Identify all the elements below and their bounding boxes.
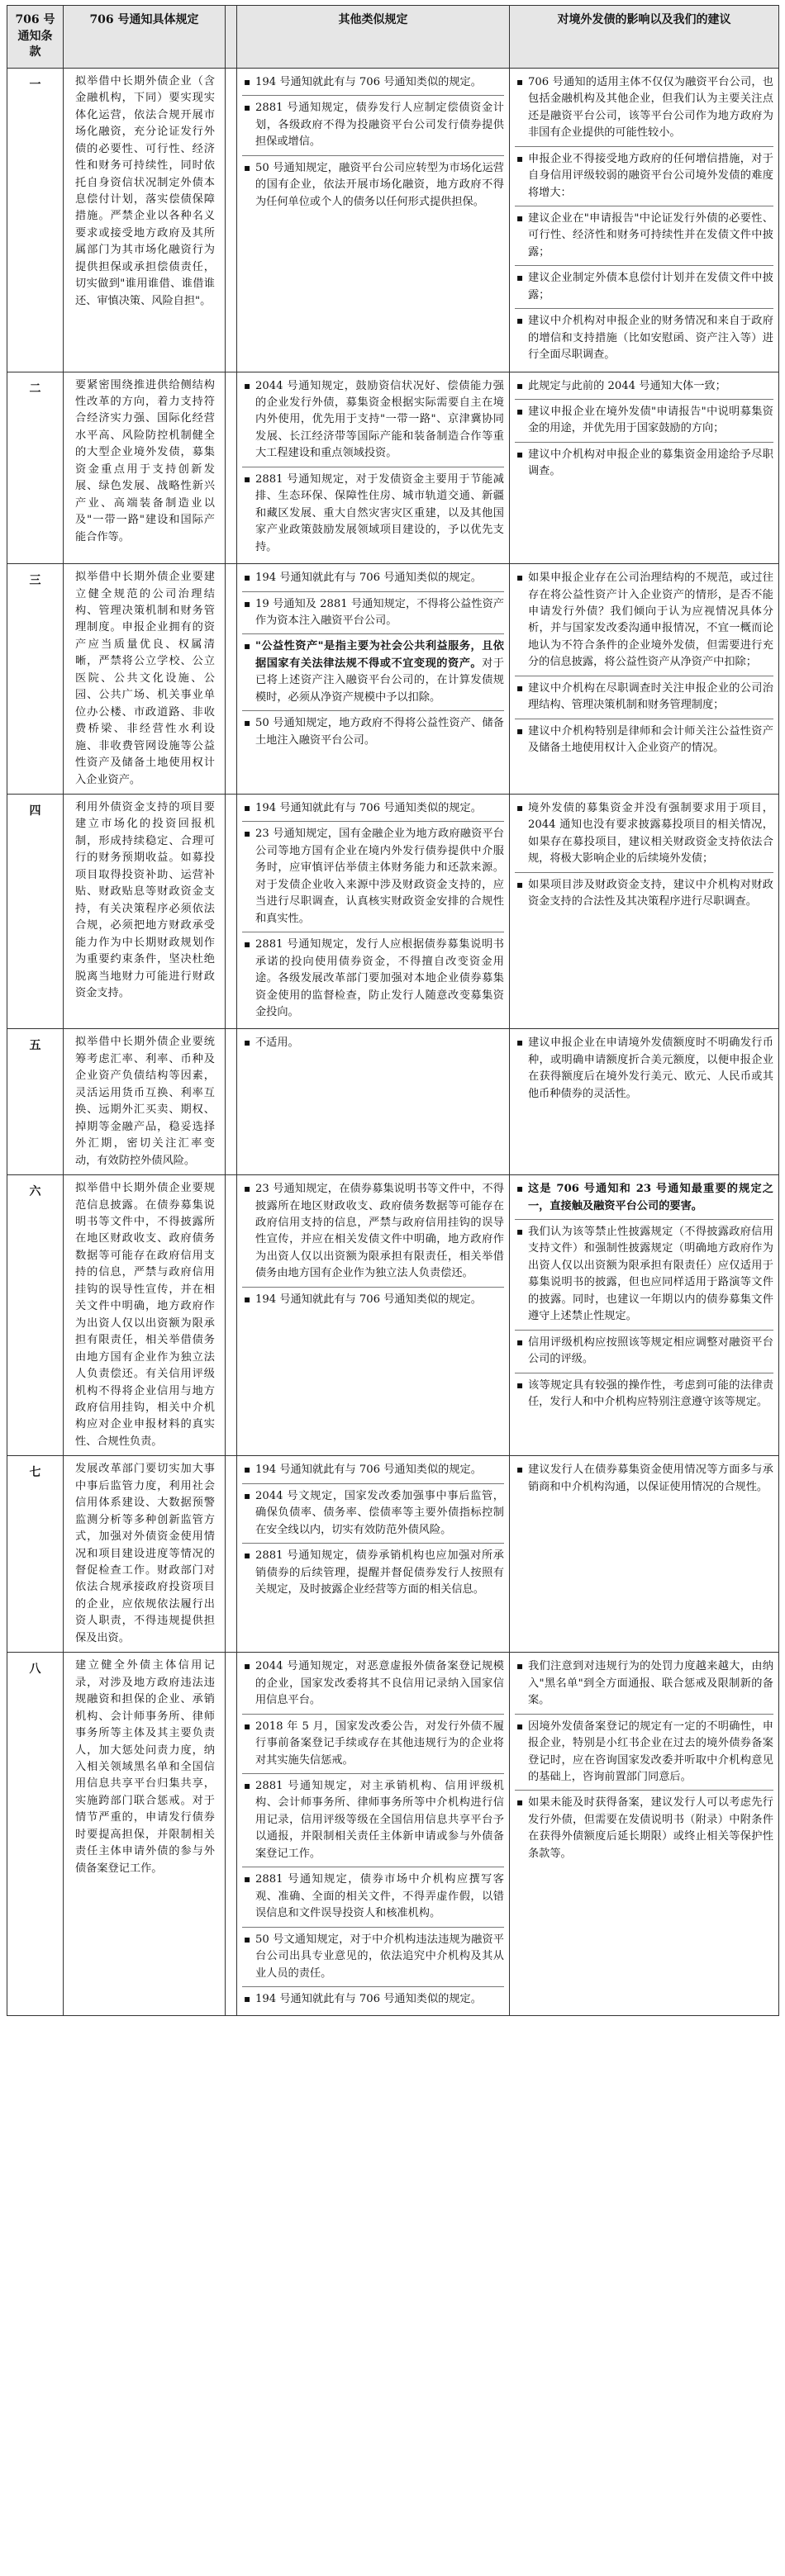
clause-number: 二: [7, 372, 64, 564]
list-item: [515, 266, 773, 309]
column-gap: [226, 1653, 237, 2016]
advice-cell: [510, 1029, 779, 1175]
column-gap: [226, 68, 237, 372]
bullet-icon: ▪: [244, 379, 251, 391]
list-item-text: 境外发债的募集资金并没有强制要求用于项目，2044 通知也没有要求披露募投项目的相关情况，如果存在募投项目，建议相关财政资金支持依法合规，将极大影响企业的后续境外发债；: [528, 802, 773, 866]
bullet-icon: ▪: [244, 102, 251, 114]
list-item-text: 50 号通知规定，融资平台公司应转型为市场化运营的国有企业，依法开展市场化融资，地方政府不得为任何单位或个人的债务以任何形式提供担保。: [255, 161, 504, 208]
bullet-icon: ▪: [516, 681, 524, 694]
advice-list: [515, 566, 773, 761]
bullet-icon: ▪: [244, 938, 251, 951]
list-item: [242, 796, 504, 822]
other-rules-cell: [237, 372, 510, 564]
list-item-text: 194 号通知就此有与 706 号通知类似的规定。: [255, 572, 482, 585]
other-rules-cell: [237, 68, 510, 372]
list-item: [515, 1331, 773, 1373]
list-item-text: 建议中介机构在尽职调查时关注申报企业的公司治理结构、管理决策机制和财务管理制度；: [528, 681, 773, 712]
list-item-text: 申报企业不得接受地方政府的任何增信措施，对于自身信用评级较弱的融资平台公司境外发债的难度将增大：: [528, 152, 773, 199]
list-item: [515, 1458, 773, 1500]
bullet-icon: ▪: [244, 1489, 251, 1501]
bullet-icon: ▪: [244, 828, 251, 840]
list-item: [515, 1177, 773, 1220]
header-other-rules: 其他类似规定: [237, 6, 510, 69]
bullet-icon: ▪: [244, 717, 251, 729]
bullet-icon: ▪: [516, 152, 524, 164]
bullet-icon: ▪: [244, 640, 251, 652]
table-row: [7, 68, 779, 372]
bullet-icon: ▪: [516, 379, 524, 391]
bullet-icon: ▪: [244, 1464, 251, 1476]
list-item-text: 建议中介机构对申报企业的财务情况和来自于政府的增信和支持措施（比如安慰函、资产注入等）进行全面尽职调查。: [528, 315, 773, 362]
clause-number: 八: [7, 1653, 64, 2016]
list-item-text: 194 号通知就此有与 706 号通知类似的规定。: [255, 75, 482, 88]
column-gap: [226, 1029, 237, 1175]
list-item-text: 194 号通知就此有与 706 号通知类似的规定。: [255, 1293, 482, 1306]
list-item: [515, 566, 773, 676]
list-item: [515, 1715, 773, 1791]
list-item-text: 2881 号通知规定，债券市场中介机构应撰写客观、准确、全面的相关文件，不得弄虚作假，以错误信息和文件误导投资人和核准机构。: [255, 1873, 504, 1920]
list-item-text: 194 号通知就此有与 706 号通知类似的规定。: [255, 1993, 482, 2005]
table-header-row: [7, 6, 779, 69]
list-item: [242, 374, 504, 467]
bullet-icon: ▪: [244, 1933, 251, 1945]
other-rules-cell: [237, 1175, 510, 1456]
list-item-text: 2044 号通知规定，鼓励资信状况好、偿债能力强的企业发行外债，募集资金根据实际需要自主在境内外使用，优先用于支持"一带一路"、京津冀协同发展、长江经济带等国际产能和装备制造合作等重大工程建设和重点领域投资。: [255, 379, 504, 460]
bullet-icon: ▪: [244, 1993, 251, 2004]
column-gap: [226, 564, 237, 795]
list-item: [242, 1867, 504, 1927]
rule-text: 建立健全外债主体信用记录，对涉及地方政府违法违规融资和担保的企业、承销机构、会计师事务所、律师事务所等主体及其主要负责人，加大惩处问责力度，纳入相关领域黑名单和全国信用信息共享平台归集共享，实施跨部门联合惩戒。对于情节严重的，申请发行债券时要提高担保，并限制相关责任主体申请外债的参与外债备案登记工作。: [64, 1653, 226, 2016]
other-rules-list: [242, 1654, 504, 2012]
list-item: [515, 1220, 773, 1331]
list-item: [515, 400, 773, 443]
list-item: [242, 156, 504, 215]
list-item-text: 我们注意到对违规行为的处罚力度越来越大，由纳入"黑名单"到全方面通报、联合惩戒及限制新的备案。: [528, 1660, 773, 1707]
bullet-icon: ▪: [244, 1660, 251, 1672]
clause-number: 一: [7, 68, 64, 372]
list-item: [242, 1928, 504, 1987]
rule-text: 拟举借中长期外债企业要建立健全规范的公司治理结构、管理决策机制和财务管理制度。申报企业拥有的资产应当质量优良、权属清晰，严禁将公立学校、公立医院、公共文化设施、公园、公共广场、机关事业单位办公楼、市政道路、非收费桥梁、非经营性水利设施、非收费管网设施等公益性资产及储备土地使用权计入企业资产。: [64, 564, 226, 795]
other-rules-cell: [237, 795, 510, 1029]
list-item-text: 2044 号文规定，国家发改委加强事中事后监管，确保负债率、债务率、偿债率等主要外债指标控制在安全线以内，切实有效防范外债风险。: [255, 1489, 504, 1536]
advice-list: [515, 1177, 773, 1415]
list-item: [242, 1774, 504, 1867]
list-item-text: 信用评级机构应按照该等规定相应调整对融资平台公司的评级。: [528, 1335, 773, 1366]
list-item: [515, 70, 773, 147]
other-rules-list: [242, 374, 504, 561]
list-item: [515, 1031, 773, 1107]
list-item: [242, 592, 504, 635]
list-item-text: 我们认为该等禁止性披露规定（不得披露政府信用支持文件）和强制性披露规定（明确地方政府作为出资人仅以出资额为限承担有限责任）应仅适用于募集说明书的披露，但也应同样适用于路演等文件的披露。同时，也建议一年期以内的债券募集文件遵守上述禁止性规定。: [528, 1225, 773, 1323]
list-item: [242, 1177, 504, 1288]
list-item: [242, 1715, 504, 1774]
list-item: [515, 1373, 773, 1416]
other-rules-list: [242, 70, 504, 215]
list-item: [242, 566, 504, 591]
list-item: [515, 873, 773, 915]
bullet-icon: ▪: [244, 1183, 251, 1195]
bullet-icon: ▪: [516, 1183, 524, 1195]
rule-text: 发展改革部门要切实加大事中事后监管力度，利用社会信用体系建设、大数据预警监测分析等多种创新监管方式，加强对外债资金使用情况和项目建设进度等情况的督促检查工作。财政部门对依法合规承接政府投资项目的企业，应依规依法履行出资人职责，不得违规提供担保及出资。: [64, 1456, 226, 1653]
list-item: [515, 719, 773, 761]
header-advice: 对境外发债的影响以及我们的建议: [510, 6, 779, 69]
list-item: [242, 467, 504, 560]
bullet-icon: ▪: [244, 1780, 251, 1792]
other-rules-list: [242, 566, 504, 753]
list-item: [515, 374, 773, 400]
other-rules-list: [242, 1177, 504, 1312]
list-item-text: 23 号通知规定，在债券募集说明书等文件中，不得披露所在地区财政收支、政府债务数据等可能存在政府信用支持的信息，严禁与政府信用挂钩的误导性宣传，并应在相关发债文件中明确，地方政府作为出资人仅以出资额为限承担有限责任，相关举借债务由地方国有企业作为独立法人负责偿还。: [255, 1183, 504, 1280]
list-item-text: 706 号通知的适用主体不仅仅为融资平台公司，也包括金融机构及其他企业，但我们认为主要关注点还是融资平台公司，该等平台公司作为地方政府为非国有企业提供的可能性较小。: [528, 75, 773, 140]
bullet-icon: ▪: [516, 272, 524, 284]
list-item: [242, 1288, 504, 1312]
list-item-text: 如果申报企业存在公司治理结构的不规范，或过往存在将公益性资产计入企业资产的情形，是否不能申请发行外债？我们倾向于认为应视情况具体分析，并与国家发改委沟通申报情况，不宜一概而论地认为不符合条件的企业境外发债，但需要进行充分的信息披露，将公益性资产从净资产中扣除；: [528, 572, 773, 669]
bullet-icon: ▪: [516, 802, 524, 814]
list-item-text: 建议中介机构特别是律师和会计师关注公益性资产及储备土地使用权计入企业资产的情况。: [528, 724, 773, 755]
list-item-text: 因境外发债备案登记的规定有一定的不明确性，申报企业，特别是小红书企业在过去的境外债券备案登记时，应在咨询国家发改委并听取中介机构意见的基础上，咨询前置部门同意后。: [528, 1720, 773, 1784]
bullet-icon: ▪: [244, 161, 251, 173]
header-clause-no: 706 号通知条款: [7, 6, 64, 69]
advice-cell: [510, 795, 779, 1029]
list-item-text: "公益性资产"是指主要为社会公共利益服务，且依据国家有关法律法规不得或不宜变现的资产。: [255, 640, 504, 670]
list-item: [242, 634, 504, 711]
advice-cell: [510, 1175, 779, 1456]
column-gap: [226, 1456, 237, 1653]
list-item-text: 2018 年 5 月，国家发改委公告，对发行外债不履行事前备案登记手续或存在其他违规行为的企业将对其实施失信惩戒。: [255, 1720, 504, 1767]
list-item-text: 不适用。: [255, 1037, 299, 1050]
list-item-text: 该等规定具有较强的操作性，考虑到可能的法律责任，发行人和中介机构应特别注意遵守该等规定。: [528, 1378, 773, 1409]
table-body: [7, 68, 779, 2016]
advice-cell: [510, 1456, 779, 1653]
clause-number: 三: [7, 564, 64, 795]
table-row: [7, 1456, 779, 1653]
list-item: [242, 1031, 504, 1056]
list-item-text: 建议发行人在债券募集资金使用情况等方面多与承销商和中介机构沟通，以保证使用情况的合规性。: [528, 1464, 773, 1493]
bullet-icon: ▪: [516, 572, 524, 584]
comparison-table: [7, 5, 779, 2016]
list-item-text: 194 号通知就此有与 706 号通知类似的规定。: [255, 802, 482, 814]
clause-number: 五: [7, 1029, 64, 1175]
bullet-icon: ▪: [244, 472, 251, 485]
advice-list: [515, 1031, 773, 1107]
advice-cell: [510, 1653, 779, 2016]
rule-text: 利用外债资金支持的项目要建立市场化的投资回报机制，形成持续稳定、合理可行的财务预期收益。如募投项目取得投资补助、运营补贴、财政贴息等财政资金支持，有关决策程序必须依法合规，必须把地方财政承受能力作为中长期财政规划作为重要约束条件，坚决杜绝脱离当地财力可能进行财政资金支持。: [64, 795, 226, 1029]
table-row: [7, 564, 779, 795]
list-item-text: 50 号文通知规定，对于中介机构违法违规为融资平台公司出具专业意见的，依法追究中介机构及其从业人员的责任。: [255, 1933, 504, 1980]
bullet-icon: ▪: [516, 315, 524, 327]
advice-list: [515, 374, 773, 485]
advice-list: [515, 70, 773, 368]
bullet-icon: ▪: [516, 75, 524, 88]
other-rules-cell: [237, 1029, 510, 1175]
column-gap: [226, 1175, 237, 1456]
list-item-text: 建议企业制定外债本息偿付计划并在发债文件中披露；: [528, 272, 773, 301]
bullet-icon: ▪: [244, 1293, 251, 1305]
list-item-text: 这是 706 号通知和 23 号通知最重要的规定之一，直接触及融资平台公司的要害。: [528, 1183, 773, 1212]
bullet-icon: ▪: [244, 597, 251, 610]
list-item-text: 建议申报企业在境外发债"申请报告"中说明募集资金的用途，并优先用于国家鼓励的方向；: [528, 406, 773, 435]
bullet-icon: ▪: [516, 1660, 524, 1672]
list-item-text: 2881 号通知规定，债券发行人应制定偿债资金计划，各级政府不得为投融资平台公司发行债券提供担保或增信。: [255, 102, 504, 149]
list-item: [242, 96, 504, 155]
bullet-icon: ▪: [244, 572, 251, 584]
other-rules-list: [242, 1031, 504, 1056]
clause-number: 四: [7, 795, 64, 1029]
column-gap: [226, 795, 237, 1029]
table-row: [7, 1029, 779, 1175]
advice-list: [515, 1654, 773, 1867]
bullet-icon: ▪: [244, 1720, 251, 1732]
list-item: [515, 796, 773, 873]
bullet-icon: ▪: [516, 448, 524, 460]
list-item: [242, 932, 504, 1025]
list-item: [242, 1987, 504, 2012]
rule-text: 拟举借中长期外债企业要规范信息披露。在债券募集说明书等文件中，不得披露所在地区财政收支、政府债务数据等可能存在政府信用支持的信息，严禁与政府信用挂钩的误导性宣传，并在相关文件中明确，地方政府作为出资人仅以出资额为限承担有限责任，相关举借债务由地方国有企业作为独立法人负责偿还。有关信用评级机构不得将企业信用与地方政府信用挂钩，相关中介机构应对企业申报材料的真实性、合规性负责。: [64, 1175, 226, 1456]
list-item-text: 如果项目涉及财政资金支持，建议中介机构对财政资金支持的合法性及其决策程序进行尽职调查。: [528, 878, 773, 908]
clause-number: 七: [7, 1456, 64, 1653]
list-item: [242, 1484, 504, 1544]
list-item: [242, 822, 504, 932]
list-item: [515, 309, 773, 368]
other-rules-list: [242, 1458, 504, 1602]
other-rules-cell: [237, 564, 510, 795]
list-item-text: 2044 号通知规定，对恶意虚报外债备案登记规模的企业，国家发改委将其不良信用记录纳入国家信用信息平台。: [255, 1660, 504, 1707]
list-item-text: 建议企业在"申请报告"中论证发行外债的必要性、可行性、经济性和财务可持续性并在发债文件中披露；: [528, 211, 773, 259]
table-row: [7, 1175, 779, 1456]
list-item-text: 194 号通知就此有与 706 号通知类似的规定。: [255, 1464, 482, 1477]
list-item: [242, 1458, 504, 1483]
advice-cell: [510, 564, 779, 795]
bullet-icon: ▪: [516, 1378, 524, 1391]
bullet-icon: ▪: [516, 1464, 524, 1476]
other-rules-cell: [237, 1456, 510, 1653]
table-row: [7, 1653, 779, 2016]
bullet-icon: ▪: [244, 1873, 251, 1886]
bullet-icon: ▪: [516, 406, 524, 418]
bullet-icon: ▪: [516, 1796, 524, 1809]
bullet-icon: ▪: [516, 878, 524, 890]
list-item-text: 2881 号通知规定，对于发债资金主要用于节能减排、生态环保、保障性住房、城市轨道交通、新疆和藏区发展、重大自然灾害灾区重建，以及其他国家产业政策鼓励发展领域项目建设的，予以优先支持。: [255, 472, 504, 553]
other-rules-cell: [237, 1653, 510, 2016]
list-item-text: 50 号通知规定，地方政府不得将公益性资产、储备土地注入融资平台公司。: [255, 717, 504, 747]
bullet-icon: ▪: [516, 1037, 524, 1049]
bullet-icon: ▪: [244, 75, 251, 88]
rule-text: 拟举借中长期外债企业（含金融机构，下同）要实现实体化运营，依法合规开展市场化融资，充分论证发行外债的必要性、可行性、经济性和财务可持续性，同时依托自身资信状况制定外债本息偿付计划，落实偿债保障措施。严禁企业以各种名义要求或接受地方政府及其所属部门为其市场化融资行为提供担保或承担偿债责任，切实做到"谁用谁借、谁借谁还、审慎决策、风险自担"。: [64, 68, 226, 372]
list-item: [515, 147, 773, 206]
clause-number: 六: [7, 1175, 64, 1456]
advice-list: [515, 1458, 773, 1500]
rule-text: 拟举借中长期外债企业要统筹考虑汇率、利率、币种及企业资产负债结构等因素，灵活运用货币互换、利率互换、远期外汇买卖、期权、掉期等金融产品，稳妥选择外汇期，密切关注汇率变动，有效防控外债风险。: [64, 1029, 226, 1175]
rule-text: 要紧密围绕推进供给侧结构性改革的方向，着力支持符合经济实力强、国际化经营水平高、风险防控机制健全的大型企业境外发债，募集资金重点用于支持创新发展、绿色发展、战略性新兴产业、高端装备制造业以及"一带一路"建设和国际产能合作等。: [64, 372, 226, 564]
list-item-text-tail: 对于已将上述资产注入融资平台公司的，在计算发债规模时，必须从净资产规模中予以扣除。: [255, 657, 505, 704]
list-item: [515, 1791, 773, 1867]
bullet-icon: ▪: [516, 211, 524, 224]
bullet-icon: ▪: [516, 1720, 524, 1732]
list-item: [515, 443, 773, 485]
list-item-text: 建议中介机构对申报企业的募集资金用途给予尽职调查。: [528, 448, 773, 478]
table-row: [7, 795, 779, 1029]
advice-list: [515, 796, 773, 915]
list-item: [515, 1654, 773, 1714]
bullet-icon: ▪: [244, 802, 251, 814]
list-item: [242, 70, 504, 96]
header-gap: [226, 6, 237, 69]
list-item: [242, 1654, 504, 1714]
list-item: [242, 711, 504, 753]
table-row: [7, 372, 779, 564]
advice-cell: [510, 68, 779, 372]
bullet-icon: ▪: [244, 1549, 251, 1562]
bullet-icon: ▪: [516, 1225, 524, 1237]
bullet-icon: ▪: [244, 1037, 251, 1049]
bullet-icon: ▪: [516, 724, 524, 737]
list-item-text: 2881 号通知规定，发行人应根据债券募集说明书承诺的投向使用债券资金，不得擅自改变资金用途。各级发展改革部门要加强对本地企业债券募集资金使用的监督检查，防止发行人随意改变募集资金投向。: [255, 938, 504, 1018]
other-rules-list: [242, 796, 504, 1025]
list-item-text: 2881 号通知规定，对主承销机构、信用评级机构、会计师事务所、律师事务所等中介机构进行信用记录，信用评级等级在全国信用信息共享平台予以通报，并限制相关责任主体新申请或参与外债备案登记工作。: [255, 1780, 504, 1860]
column-gap: [226, 372, 237, 564]
list-item-text: 19 号通知及 2881 号通知规定，不得将公益性资产作为资本注入融资平台公司。: [255, 597, 504, 628]
list-item-text: 23 号通知规定，国有金融企业为地方政府融资平台公司等地方国有企业在境内外发行债券提供中介服务时，应审慎评估举债主体财务能力和还款来源。对于发债企业收入来源中涉及财政资金支持的，应当进行尽职调查，认真核实财政资金安排的合规性和真实性。: [255, 828, 504, 925]
header-rule: 706 号通知具体规定: [64, 6, 226, 69]
list-item-text: 建议申报企业在申请境外发债额度时不明确发行币种，或明确申请额度折合美元额度，以便申报企业在获得额度后在境外发行美元、欧元、人民币或其他币种债券的灵活性。: [528, 1037, 773, 1100]
advice-cell: [510, 372, 779, 564]
list-item: [242, 1544, 504, 1602]
list-item-text: 如果未能及时获得备案，建议发行人可以考虑先行发行外债，但需要在发债说明书（附录）中附条件在获得外债额度后延长期限）或终止相关等保护性条款等。: [528, 1796, 773, 1860]
bullet-icon: ▪: [516, 1335, 524, 1348]
list-item-text: 2881 号通知规定，债券承销机构也应加强对所承销债券的后续管理，提醒并督促债券发行人按照有关规定，及时披露企业经营等方面的相关信息。: [255, 1549, 504, 1596]
list-item: [515, 676, 773, 719]
list-item: [515, 206, 773, 266]
list-item-text: 此规定与此前的 2044 号通知大体一致；: [528, 379, 726, 392]
